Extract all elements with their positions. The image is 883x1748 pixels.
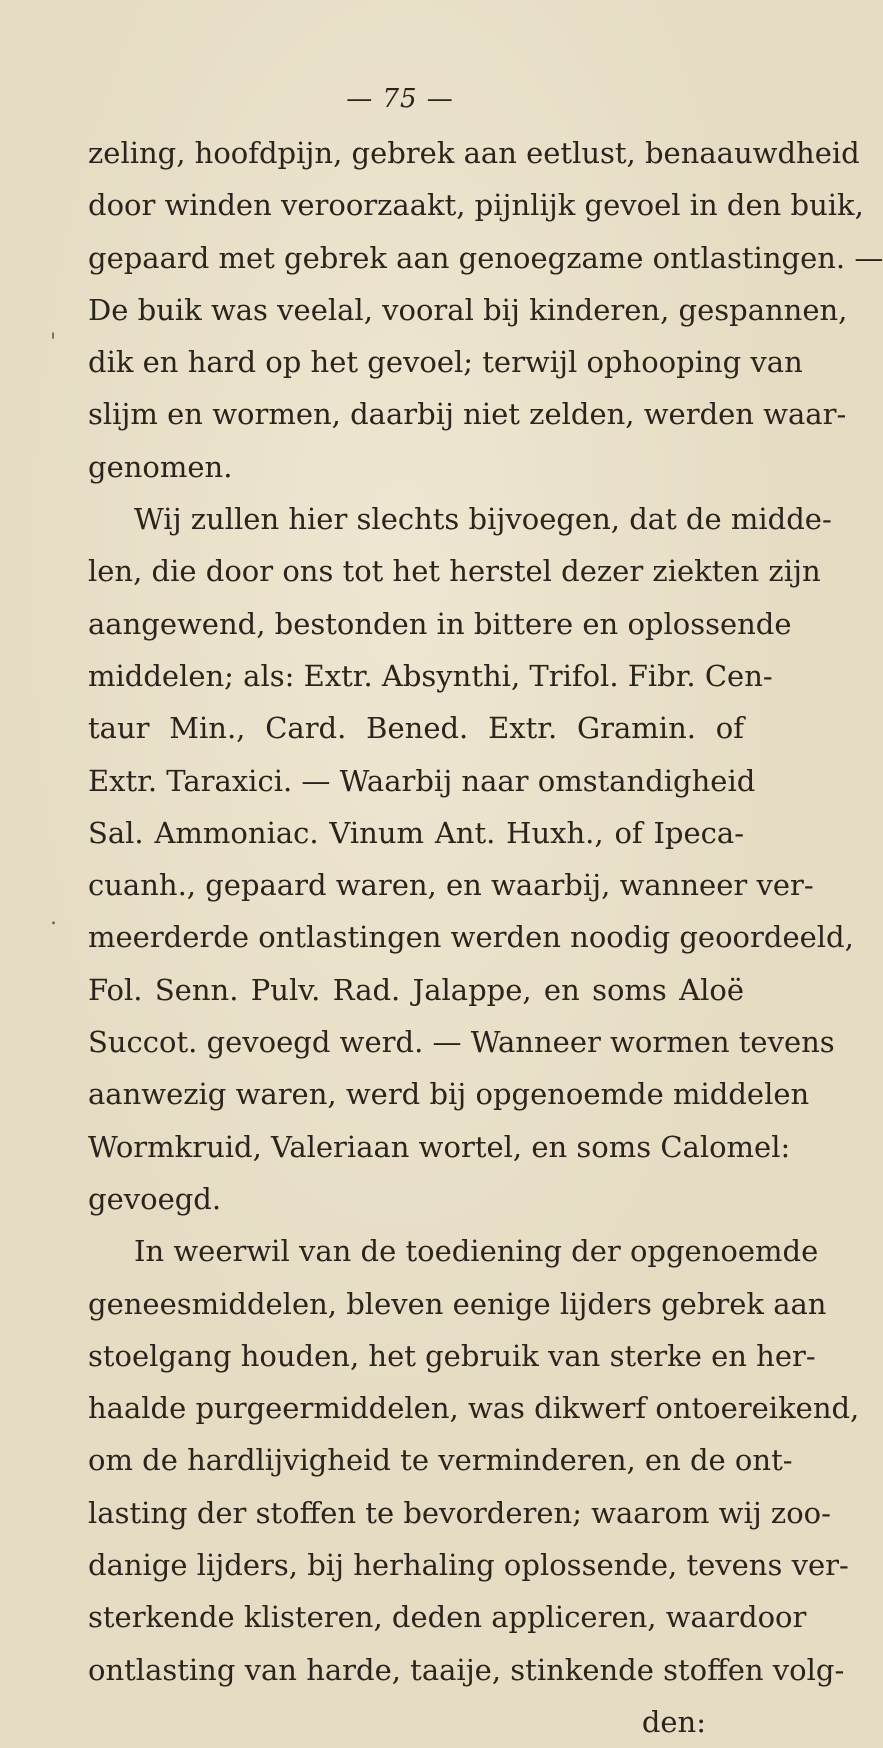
text-line: Sal. Ammoniac. Vinum Ant. Huxh., of Ipeca- [88,815,744,850]
text-line: middelen; als: Extr. Absynthi, Trifol. Fibr. Cen- [88,658,773,693]
page-number: — 75 — [346,84,454,114]
text-line: dik en hard op het gevoel; terwijl ophooping van [88,345,803,380]
text-line: ontlasting van harde, taaije, stinkende stoffen volg- [88,1652,845,1687]
text-line: cuanh., gepaard waren, en waarbij, wanneer ver- [88,868,814,903]
text-line: Wij zullen hier slechts bijvoegen, dat de midde- [134,502,832,537]
text-line: genomen. [88,449,233,484]
text-line: In weerwil van de toediening der opgenoemde [134,1234,819,1269]
text-line: taur Min., Card. Bened. Extr. Gramin. of [88,711,744,746]
text-line: Wormkruid, Valeriaan wortel, en soms Calomel: [88,1129,791,1164]
text-line: haalde purgeermiddelen, was dikwerf ontoereikend, [88,1391,860,1426]
text-line: De buik was veelal, vooral bij kinderen, gespannen, [88,292,848,327]
text-line: om de hardlijvigheid te verminderen, en de ont- [88,1443,793,1478]
text-line: Fol. Senn. Pulv. Rad. Jalappe, en soms Aloë [88,972,744,1007]
text-line: len, die door ons tot het herstel dezer ziekten zijn [88,554,821,589]
text-line: meerderde ontlastingen werden noodig geoordeeld, [88,920,854,955]
text-line: aanwezig waren, werd bij opgenoemde middelen [88,1077,810,1112]
text-line: slijm en wormen, daarbij niet zelden, werden waar- [88,397,847,432]
text-line: door winden veroorzaakt, pijnlijk gevoel in den buik, [88,188,864,223]
text-line: aangewend, bestonden in bittere en oplossende [88,606,792,641]
text-line: zeling, hoofdpijn, gebrek aan eetlust, benaauwdheid [88,136,860,170]
catchword: den: [641,1704,706,1739]
text-line: Succot. gevoegd werd. — Wanneer wormen tevens [88,1025,835,1060]
text-line: geneesmiddelen, bleven eenige lijders gebrek aan [88,1286,827,1321]
text-line: gevoegd. [88,1181,222,1216]
body-text [88,127,883,1748]
text-line: Extr. Taraxici. — Waarbij naar omstandigheid [88,763,756,798]
text-line: stoelgang houden, het gebruik van sterke en her- [88,1338,816,1373]
margin-mark: . [50,905,57,930]
margin-mark: ' [50,330,57,355]
text-line: lasting der stoffen te bevorderen; waarom wij zoo- [88,1495,831,1530]
text-line: gepaard met gebrek aan genoegzame ontlastingen. — [88,240,883,275]
text-line: danige lijders, bij herhaling oplossende, tevens ver- [88,1548,849,1583]
text-line: sterkende klisteren, deden appliceren, waardoor [88,1600,807,1635]
